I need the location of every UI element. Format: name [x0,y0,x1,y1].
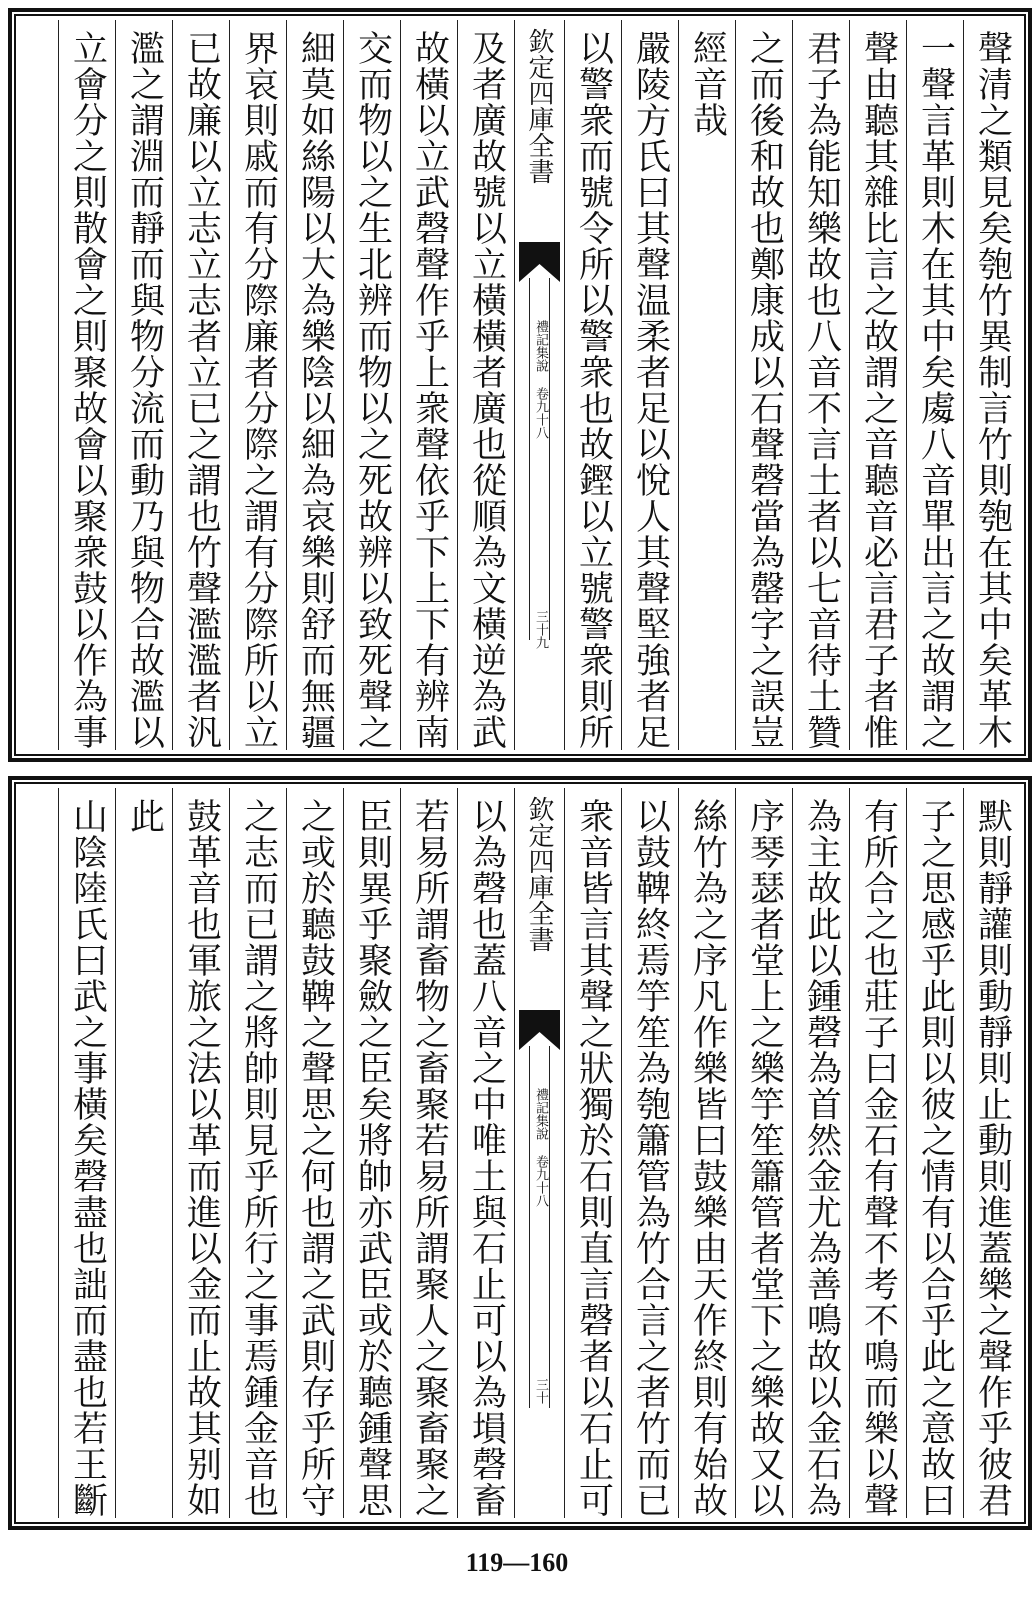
column-text: 鼓革音也軍旅之法以革而進以金而止故其别如 [181,798,222,1518]
text-column [792,20,849,750]
banner-subtitle: 禮記集說 卷九十八 [533,320,548,439]
column-text: 聲由聽其雜比言之故謂之音聽音必言君子者惟 [858,30,899,750]
banner-rule [529,1046,530,1408]
text-column [229,788,286,1518]
text-column [906,788,963,1518]
text-column [621,788,678,1518]
text-column [343,788,400,1518]
text-column [564,20,621,750]
folio-number: 三十 [533,1378,548,1404]
column-text: 若易所謂畜物之畜聚若易所謂聚人之聚畜聚之 [409,798,450,1518]
top-columns [20,20,1020,750]
text-column [678,20,735,750]
text-column [963,20,1020,750]
column-text: 絲竹為之序凡作樂皆曰鼓樂由天作終則有始故 [687,798,728,1518]
banner-rule [549,278,550,640]
column-text: 故橫以立武磬聲作乎上衆聲依乎下上下有辨南 [409,30,450,750]
column-text: 之志而已謂之將帥則見乎所行之事焉鍾金音也 [238,798,279,1518]
banner-subtitle: 禮記集說 卷九十八 [533,1088,548,1207]
column-text: 之而後和故也鄭康成以石聲磬當為罄字之誤豈 [744,30,785,750]
column-text: 君子為能知樂故也八音不言土者以七音待土贊 [801,30,842,750]
column-text: 有所合之也莊子曰金石有聲不考不鳴而樂以聲 [858,798,899,1518]
text-column [564,788,621,1518]
column-text: 一聲言革則木在其中矣䖏八音單出言之故謂之 [915,30,956,750]
text-column [678,788,735,1518]
column-text: 經音哉 [687,30,728,138]
text-column [849,788,906,1518]
text-column [115,20,172,750]
text-column [621,20,678,750]
column-text: 已故廉以立志立志者立已之謂也竹聲濫濫者汎 [181,30,222,750]
text-column [172,20,229,750]
text-column [400,20,457,750]
column-text: 以鼓鞞終焉竽笙為匏簫管為竹合言之者竹而已 [630,798,671,1518]
fish-tail-mark-icon [519,242,560,282]
text-column [229,20,286,750]
column-text: 臣則異乎聚斂之臣矣將帥亦武臣或於聽鍾聲思 [352,798,393,1518]
banner-title: 欽定四庫全書 [524,28,554,184]
text-column [286,20,343,750]
column-text: 衆音皆言其聲之狀獨於石則直言磬者以石止可 [573,798,614,1518]
text-column [735,788,792,1518]
folio-number: 三十九 [533,610,548,649]
banner-rule [549,1046,550,1408]
bottom-page [8,776,1032,1530]
text-column [400,788,457,1518]
text-column [172,788,229,1518]
text-column [343,20,400,750]
page-footer-number: 119—160 [465,1548,569,1577]
bottom-columns [20,788,1020,1518]
text-column [286,788,343,1518]
page-banner [514,20,564,750]
column-text: 及者廣故號以立橫橫者廣也從順為文橫逆為武 [466,30,507,750]
text-column [963,788,1020,1518]
column-text: 為主故此以鍾磬為首然金尤為善鳴故以金石為 [801,798,842,1518]
column-text: 立會分之則散會之則聚故會以聚衆鼓以作為事 [67,30,108,750]
text-column [457,20,514,750]
column-text: 以警衆而號令所以警衆也故鏗以立號警衆則所 [573,30,614,750]
text-column [115,788,172,1518]
column-text: 子之思感乎此則以彼之情有以合乎此之意故曰 [915,798,956,1518]
text-column [849,20,906,750]
text-column [735,20,792,750]
column-text: 濫之謂淵而靜而與物分流而動乃與物合故濫以 [124,30,165,750]
fish-tail-mark-icon [519,1010,560,1050]
column-text: 此 [124,798,165,834]
text-column [58,20,115,750]
column-text: 之或於聽鼓鞞之聲思之何也謂之武則存乎所守 [295,798,336,1518]
column-text: 嚴陵方氏曰其聲温柔者足以悅人其聲堅強者足 [630,30,671,750]
column-text: 序琴瑟者堂上之樂竽笙簫管者堂下之樂故又以 [744,798,785,1518]
column-text: 以為磬也蓋八音之中唯土與石止可以為塤磬畜 [466,798,507,1518]
text-column [58,788,115,1518]
column-text: 山陰陸氏曰武之事橫矣磬盡也詘而盡也若王斷 [67,798,108,1518]
page-banner [514,788,564,1518]
top-page [8,8,1032,762]
column-text: 交而物以之生北辨而物以之死故辨以致死聲之 [352,30,393,750]
column-text: 聲清之類見矣匏竹異制言竹則匏在其中矣革木 [972,30,1013,750]
text-column [457,788,514,1518]
banner-rule [529,278,530,640]
banner-title: 欽定四庫全書 [524,796,554,952]
column-text: 界哀則戚而有分際廉者分際之謂有分際所以立 [238,30,279,750]
text-column [792,788,849,1518]
text-column [906,20,963,750]
column-text: 細莫如絲陽以大為樂陰以細為哀樂則舒而無疆 [295,30,336,750]
column-text: 默則靜讙則動靜則止動則進蓋樂之聲作乎彼君 [972,798,1013,1518]
